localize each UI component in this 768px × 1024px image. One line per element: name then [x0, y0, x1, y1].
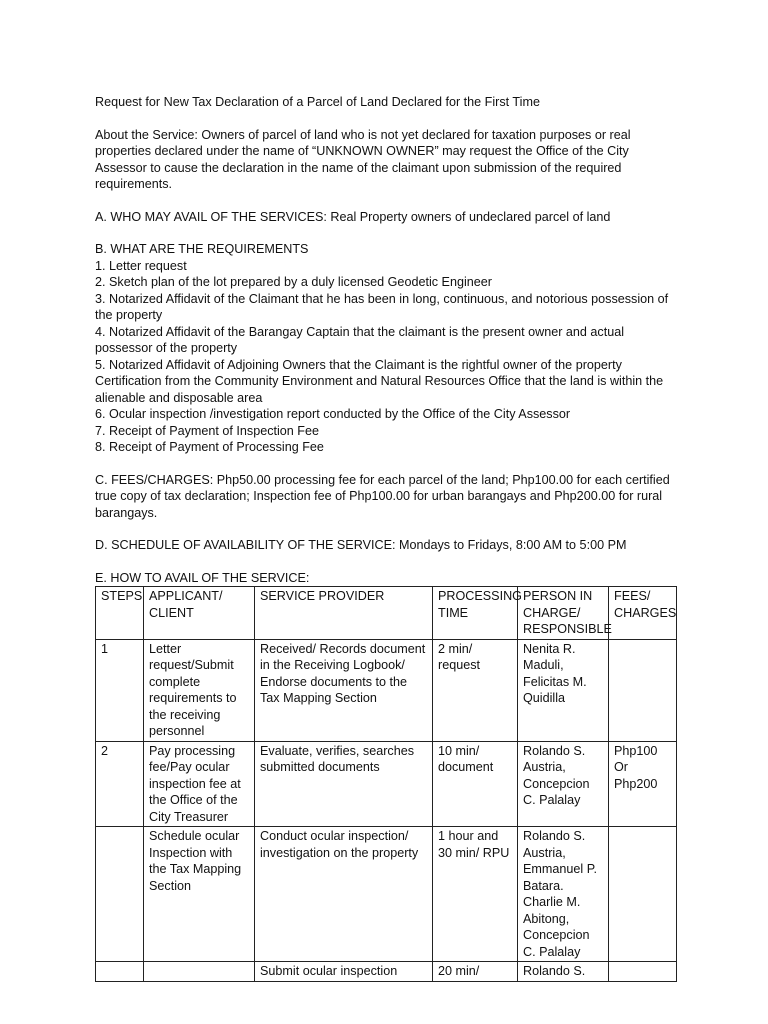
table-cell: Received/ Records document in the Receiving Logbook/ Endorse documents to the Tax Mapping Section — [255, 639, 433, 741]
column-header: APPLICANT/ CLIENT — [144, 587, 255, 640]
table-cell: 20 min/ — [433, 962, 518, 982]
table-cell: 2 min/ request — [433, 639, 518, 741]
table-cell: Pay processing fee/Pay ocular inspection fee at the Office of the City Treasurer — [144, 741, 255, 827]
section-a: A. WHO MAY AVAIL OF THE SERVICES: Real Property owners of undeclared parcel of land — [95, 209, 611, 224]
table-row — [96, 639, 677, 741]
table-cell: Nenita R. Maduli, Felicitas M. Quidilla — [518, 639, 609, 741]
column-header: PROCESSING TIME — [433, 587, 518, 640]
column-header: SERVICE PROVIDER — [255, 587, 433, 640]
requirement-item: 5. Notarized Affidavit of Adjoining Owners that the Claimant is the rightful owner of the property Certification from the Community Environment and Natural Resources Office that the land is within the alienable and disposable area — [95, 357, 664, 405]
table-cell: Rolando S. Austria, Concepcion C. Palalay — [518, 741, 609, 827]
table-cell — [96, 962, 144, 982]
table-cell — [144, 962, 255, 982]
table-cell: 1 — [96, 639, 144, 741]
requirement-item: 2. Sketch plan of the lot prepared by a duly licensed Geodetic Engineer — [95, 275, 492, 289]
table-cell: Evaluate, verifies, searches submitted documents — [255, 741, 433, 827]
table-cell: Letter request/Submit complete requirements to the receiving personnel — [144, 639, 255, 741]
requirements-list — [95, 258, 675, 456]
table-row — [96, 741, 677, 827]
document-body — [95, 94, 675, 982]
column-header: PERSON IN CHARGE/ RESPONSIBLE — [518, 587, 609, 640]
requirement-item: 3. Notarized Affidavit of the Claimant that he has been in long, continuous, and notorious possession of the property — [95, 291, 669, 322]
table-header-row — [96, 587, 677, 640]
section-c: C. FEES/CHARGES: Php50.00 processing fee for each parcel of the land; Php100.00 for each certified true copy of tax declaration; Inspection fee of Php100.00 for urban barangays and Php200.00 for rural barangays. — [95, 472, 670, 520]
about-service: About the Service: Owners of parcel of land who is not yet declared for taxation purposes or real properties declared under the name of “UNKNOWN OWNER” may request the Office of the City Assessor to cause the declaration in the name of the claimant upon submission of the required requirements. — [95, 127, 631, 191]
table-cell: Rolando S. — [518, 962, 609, 982]
table-cell — [609, 827, 677, 962]
table-cell: Conduct ocular inspection/ investigation on the property — [255, 827, 433, 962]
table-cell: Schedule ocular Inspection with the Tax Mapping Section — [144, 827, 255, 962]
table-cell: Rolando S. Austria, Emmanuel P. Batara. Charlie M. Abitong, Concepcion C. Palalay — [518, 827, 609, 962]
document-title: Request for New Tax Declaration of a Parcel of Land Declared for the First Time — [95, 95, 540, 109]
requirement-item: 7. Receipt of Payment of Inspection Fee — [95, 423, 320, 438]
table-cell — [96, 827, 144, 962]
section-e-heading: E. HOW TO AVAIL OF THE SERVICE: — [95, 570, 310, 585]
table-cell — [609, 962, 677, 982]
section-b-heading: B. WHAT ARE THE REQUIREMENTS — [95, 242, 309, 256]
requirement-item: 1. Letter request — [95, 258, 187, 273]
requirement-item: 4. Notarized Affidavit of the Barangay Captain that the claimant is the present owner and actual possessor of the property — [95, 324, 625, 355]
table-cell: 2 — [96, 741, 144, 827]
table-row — [96, 827, 677, 962]
table-cell: 1 hour and 30 min/ RPU — [433, 827, 518, 962]
column-header: FEES/ CHARGES — [609, 587, 677, 640]
table-row — [96, 962, 677, 982]
requirement-item: 8. Receipt of Payment of Processing Fee — [95, 440, 324, 454]
table-cell — [609, 639, 677, 741]
requirement-item: 6. Ocular inspection /investigation report conducted by the Office of the City Assessor — [95, 407, 571, 421]
table-cell: Submit ocular inspection — [255, 962, 433, 982]
steps-table — [95, 586, 677, 982]
table-cell: Php100 Or Php200 — [609, 741, 677, 827]
column-header: STEPS — [96, 587, 144, 640]
table-cell: 10 min/ document — [433, 741, 518, 827]
section-d: D. SCHEDULE OF AVAILABILITY OF THE SERVICE: Mondays to Fridays, 8:00 AM to 5:00 PM — [95, 538, 627, 552]
